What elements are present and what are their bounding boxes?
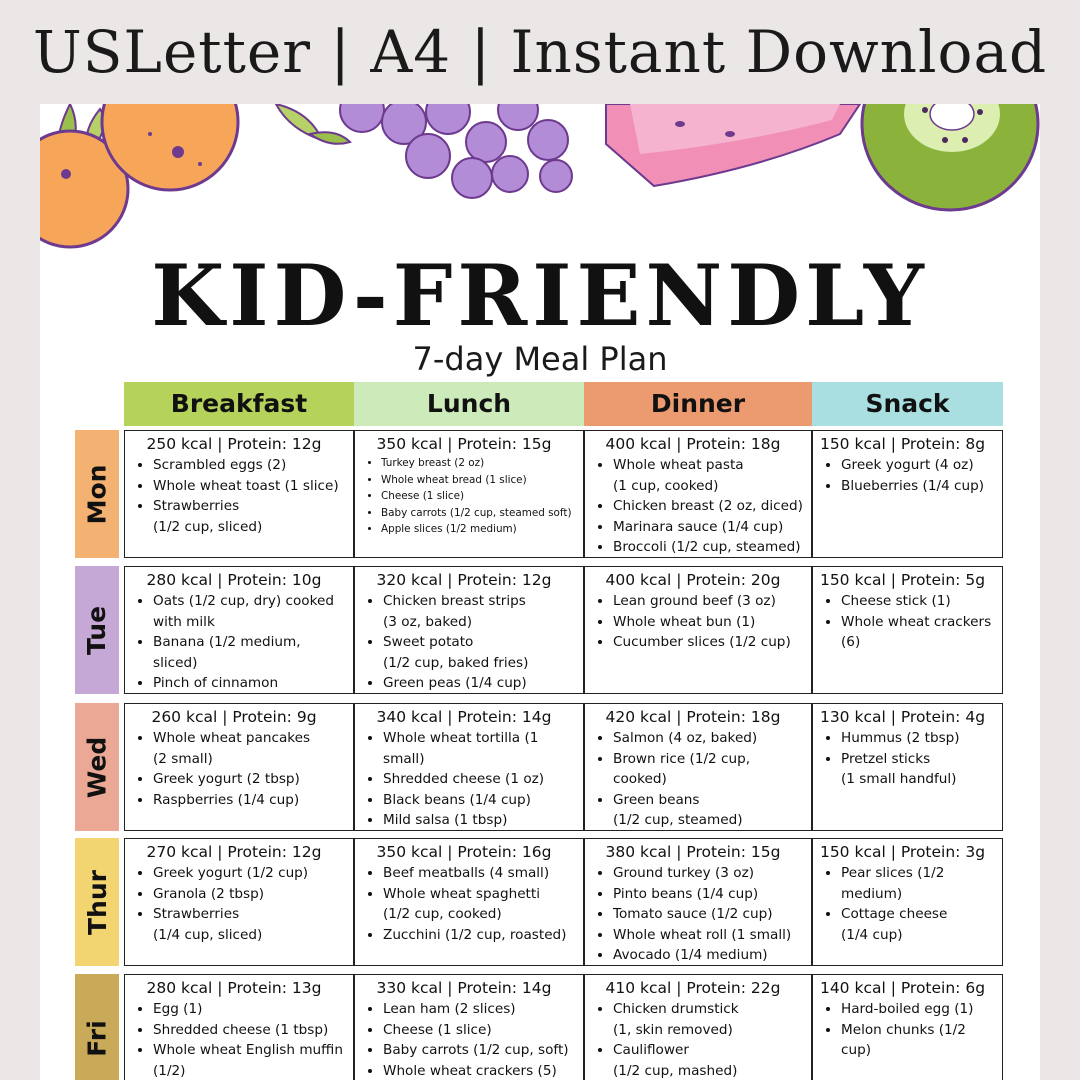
food-list bbox=[819, 591, 998, 653]
calorie-protein-summary: 150 kcal | Protein: 5g bbox=[819, 571, 986, 589]
calorie-protein-summary: 380 kcal | Protein: 15g bbox=[605, 843, 781, 861]
food-item: • Whole wheat English muffin (1/2) bbox=[153, 1040, 349, 1080]
calorie-protein-summary: 350 kcal | Protein: 15g bbox=[376, 435, 552, 453]
food-item: • Tomato sauce (1/2 cup) bbox=[613, 904, 807, 925]
food-list bbox=[131, 728, 349, 810]
meal-cell-wed-snack bbox=[812, 703, 1003, 831]
food-list bbox=[819, 728, 998, 790]
food-list bbox=[591, 591, 807, 653]
meal-plan-sheet bbox=[40, 104, 1040, 1080]
food-list bbox=[361, 999, 579, 1080]
food-item: • Shredded cheese (1 oz) bbox=[383, 769, 579, 790]
calorie-protein-summary: 150 kcal | Protein: 3g bbox=[819, 843, 986, 861]
meal-cell-wed-lunch bbox=[354, 703, 584, 831]
food-item: • Blueberries (1/4 cup) bbox=[841, 476, 998, 497]
food-item: • Brown rice (1/2 cup, cooked) bbox=[613, 749, 807, 790]
calorie-protein-summary: 280 kcal | Protein: 13g bbox=[146, 979, 322, 997]
food-item: • Whole wheat spaghetti (1/2 cup, cooked) bbox=[383, 884, 579, 925]
food-item: • Beef meatballs (4 small) bbox=[383, 863, 579, 884]
food-item: • Marinara sauce (1/4 cup) bbox=[613, 517, 807, 538]
food-item: • Lean ground beef (3 oz) bbox=[613, 591, 807, 612]
calorie-protein-summary: 260 kcal | Protein: 9g bbox=[151, 708, 317, 726]
food-item: • Whole wheat tortilla (1 small) bbox=[383, 728, 579, 769]
day-label-fri bbox=[75, 974, 119, 1080]
meal-cell-tue-dinner bbox=[584, 566, 812, 694]
food-item: • Greek yogurt (1/2 cup) bbox=[153, 863, 349, 884]
food-item: • Strawberries (1/4 cup, sliced) bbox=[153, 904, 349, 945]
food-item: • Hummus (2 tbsp) bbox=[841, 728, 998, 749]
food-item: • Pretzel sticks (1 small handful) bbox=[841, 749, 998, 790]
meal-cell-fri-snack bbox=[812, 974, 1003, 1080]
food-list bbox=[361, 455, 579, 538]
meal-cell-mon-dinner bbox=[584, 430, 812, 558]
food-item: • Sweet potato (1/2 cup, baked fries) bbox=[383, 632, 579, 673]
day-label-mon bbox=[75, 430, 119, 558]
food-item: • Cauliflower (1/2 cup, mashed) bbox=[613, 1040, 807, 1080]
leaf-illustration-2 bbox=[276, 104, 350, 144]
food-item: • Oats (1/2 cup, dry) cooked with milk bbox=[153, 591, 349, 632]
food-item: • Chicken breast strips (3 oz, baked) bbox=[383, 591, 579, 632]
food-item: • Greek yogurt (4 oz) bbox=[841, 455, 998, 476]
food-item: • Lean ham (2 slices) bbox=[383, 999, 579, 1020]
food-item: • Whole wheat bread (1 slice) bbox=[381, 472, 579, 489]
calorie-protein-summary: 140 kcal | Protein: 6g bbox=[819, 979, 986, 997]
food-item: • Greek yogurt (2 tbsp) bbox=[153, 769, 349, 790]
food-item: • Whole wheat crackers (6) bbox=[841, 612, 998, 653]
food-item: • Cheese stick (1) bbox=[841, 591, 998, 612]
food-list bbox=[591, 999, 807, 1080]
food-item: • Black beans (1/4 cup) bbox=[383, 790, 579, 811]
column-header-lunch: Lunch bbox=[354, 382, 584, 426]
calorie-protein-summary: 350 kcal | Protein: 16g bbox=[376, 843, 552, 861]
food-item: • Cottage cheese (1/4 cup) bbox=[841, 904, 998, 945]
food-item: • Whole wheat toast (1 slice) bbox=[153, 476, 349, 497]
food-item: • Broccoli (1/2 cup, steamed) bbox=[613, 537, 807, 558]
day-label-text: Thur bbox=[82, 869, 112, 935]
watermelon-illustration bbox=[606, 104, 860, 186]
meal-cell-thur-snack bbox=[812, 838, 1003, 966]
meal-cell-mon-breakfast bbox=[124, 430, 354, 558]
food-item: • Whole wheat bun (1) bbox=[613, 612, 807, 633]
calorie-protein-summary: 270 kcal | Protein: 12g bbox=[146, 843, 322, 861]
food-list bbox=[361, 591, 579, 694]
food-item: • Strawberries (1/2 cup, sliced) bbox=[153, 496, 349, 537]
food-list bbox=[361, 863, 579, 945]
column-header-dinner: Dinner bbox=[584, 382, 812, 426]
food-item: • Baby carrots (1/2 cup, steamed soft) bbox=[381, 505, 579, 522]
banner-text: USLetter | A4 | Instant Download bbox=[32, 18, 1048, 86]
food-item: • Ground turkey (3 oz) bbox=[613, 863, 807, 884]
day-label-text: Fri bbox=[82, 1019, 112, 1057]
food-item: • Zucchini (1/2 cup, roasted) bbox=[383, 925, 579, 946]
day-label-text: Mon bbox=[82, 464, 112, 524]
food-item: • Hard-boiled egg (1) bbox=[841, 999, 998, 1020]
calorie-protein-summary: 420 kcal | Protein: 18g bbox=[605, 708, 781, 726]
calorie-protein-summary: 250 kcal | Protein: 12g bbox=[146, 435, 322, 453]
food-item: • Green beans (1/2 cup, steamed) bbox=[613, 790, 807, 831]
food-item: • Granola (2 tbsp) bbox=[153, 884, 349, 905]
food-item: • Whole wheat crackers (5) bbox=[383, 1061, 579, 1080]
calorie-protein-summary: 410 kcal | Protein: 22g bbox=[605, 979, 781, 997]
meal-cell-mon-snack bbox=[812, 430, 1003, 558]
food-list bbox=[131, 863, 349, 945]
food-list bbox=[591, 728, 807, 831]
food-item: • Whole wheat roll (1 small) bbox=[613, 925, 807, 946]
food-list bbox=[131, 999, 349, 1080]
food-item: • Mild salsa (1 tbsp) bbox=[383, 810, 579, 831]
food-item: • Turkey breast (2 oz) bbox=[381, 455, 579, 472]
food-list bbox=[819, 455, 998, 496]
calorie-protein-summary: 400 kcal | Protein: 20g bbox=[605, 571, 781, 589]
food-list bbox=[591, 455, 807, 558]
calorie-protein-summary: 130 kcal | Protein: 4g bbox=[819, 708, 986, 726]
meal-cell-thur-breakfast bbox=[124, 838, 354, 966]
food-list bbox=[819, 999, 998, 1061]
page-subtitle: 7-day Meal Plan bbox=[412, 340, 668, 378]
food-list bbox=[131, 455, 349, 537]
food-item: • Pinch of cinnamon bbox=[153, 673, 349, 694]
grapes-illustration bbox=[340, 104, 572, 198]
day-label-text: Tue bbox=[82, 605, 112, 655]
meal-cell-fri-dinner bbox=[584, 974, 812, 1080]
food-list bbox=[819, 863, 998, 945]
fruit-illustration bbox=[40, 104, 1040, 264]
food-list bbox=[131, 591, 349, 694]
meal-cell-tue-lunch bbox=[354, 566, 584, 694]
calorie-protein-summary: 340 kcal | Protein: 14g bbox=[376, 708, 552, 726]
page-title: KID-FRIENDLY bbox=[151, 246, 929, 345]
calorie-protein-summary: 400 kcal | Protein: 18g bbox=[605, 435, 781, 453]
day-label-thur bbox=[75, 838, 119, 966]
food-item: • Apple slices (1/2 medium) bbox=[381, 521, 579, 538]
food-item: • Cheese (1 slice) bbox=[381, 488, 579, 505]
food-item: • Egg (1) bbox=[153, 999, 349, 1020]
column-header-breakfast: Breakfast bbox=[124, 382, 354, 426]
food-item: • Shredded cheese (1 tbsp) bbox=[153, 1020, 349, 1041]
food-item: • Chicken drumstick (1, skin removed) bbox=[613, 999, 807, 1040]
meal-cell-mon-lunch bbox=[354, 430, 584, 558]
meal-cell-wed-dinner bbox=[584, 703, 812, 831]
food-item: • Whole wheat pasta (1 cup, cooked) bbox=[613, 455, 807, 496]
meal-cell-tue-snack bbox=[812, 566, 1003, 694]
day-label-tue bbox=[75, 566, 119, 694]
food-item: • Raspberries (1/4 cup) bbox=[153, 790, 349, 811]
food-item: • Cucumber slices (1/2 cup) bbox=[613, 632, 807, 653]
food-item: • Whole wheat pancakes (2 small) bbox=[153, 728, 349, 769]
meal-cell-thur-dinner bbox=[584, 838, 812, 966]
food-item: • Banana (1/2 medium, sliced) bbox=[153, 632, 349, 673]
food-item: • Cheese (1 slice) bbox=[383, 1020, 579, 1041]
meal-cell-wed-breakfast bbox=[124, 703, 354, 831]
food-item: • Scrambled eggs (2) bbox=[153, 455, 349, 476]
meal-cell-tue-breakfast bbox=[124, 566, 354, 694]
meal-cell-fri-breakfast bbox=[124, 974, 354, 1080]
food-item: • Salmon (4 oz, baked) bbox=[613, 728, 807, 749]
food-item: • Green peas (1/4 cup) bbox=[383, 673, 579, 694]
food-item: • Baby carrots (1/2 cup, soft) bbox=[383, 1040, 579, 1061]
kiwi-illustration bbox=[862, 104, 1038, 210]
food-item: • Chicken breast (2 oz, diced) bbox=[613, 496, 807, 517]
calorie-protein-summary: 280 kcal | Protein: 10g bbox=[146, 571, 322, 589]
day-label-text: Wed bbox=[82, 736, 112, 798]
food-list bbox=[591, 863, 807, 966]
calorie-protein-summary: 150 kcal | Protein: 8g bbox=[819, 435, 986, 453]
day-label-wed bbox=[75, 703, 119, 831]
calorie-protein-summary: 320 kcal | Protein: 12g bbox=[376, 571, 552, 589]
food-item: • Pear slices (1/2 medium) bbox=[841, 863, 998, 904]
food-item: • Avocado (1/4 medium) bbox=[613, 945, 807, 966]
calorie-protein-summary: 330 kcal | Protein: 14g bbox=[376, 979, 552, 997]
food-list bbox=[361, 728, 579, 831]
column-header-snack: Snack bbox=[812, 382, 1003, 426]
meal-cell-thur-lunch bbox=[354, 838, 584, 966]
food-item: • Pinto beans (1/4 cup) bbox=[613, 884, 807, 905]
meal-cell-fri-lunch bbox=[354, 974, 584, 1080]
food-item: • Melon chunks (1/2 cup) bbox=[841, 1020, 998, 1061]
